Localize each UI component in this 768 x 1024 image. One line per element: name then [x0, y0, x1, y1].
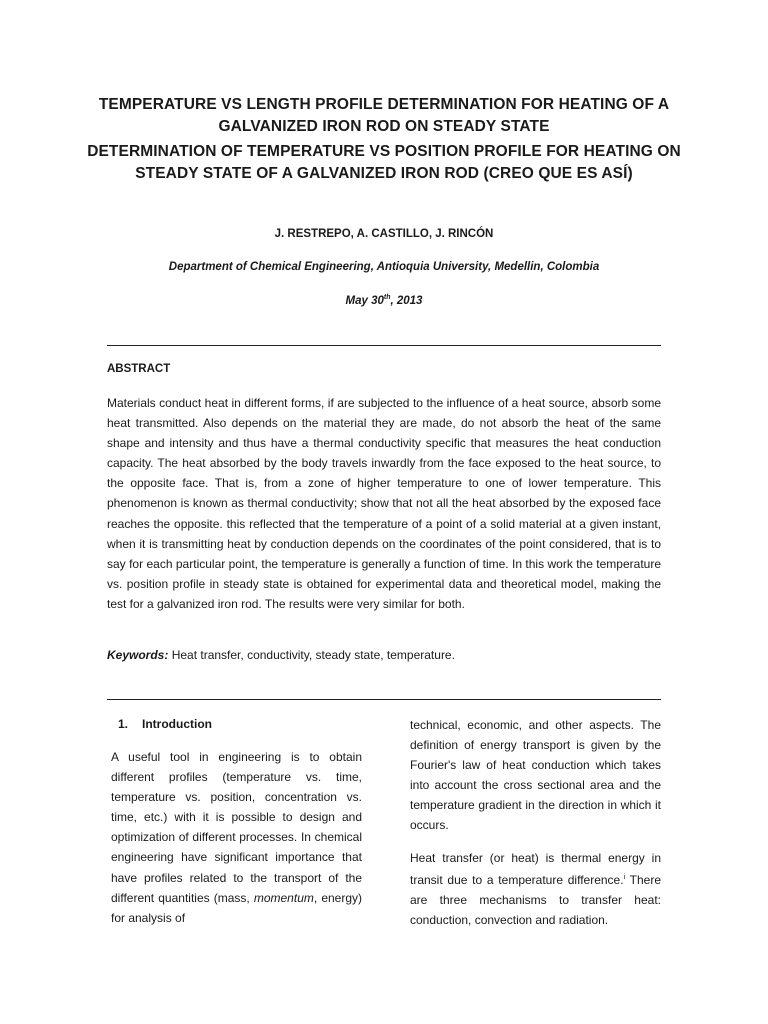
- intro-text-b-left: , energy) for analysis of: [111, 890, 363, 925]
- publication-date: [80, 294, 688, 307]
- section-title: Introduction: [142, 717, 212, 731]
- abstract-heading: ABSTRACT: [107, 363, 171, 375]
- paper-title-alternate: DETERMINATION OF TEMPERATURE VS POSITION PROFILE FOR HEATING ON STEADY STATE OF A GALVANIZED IRON ROD (CREO QUE ES ASÍ): [87, 143, 681, 182]
- abstract-body: Materials conduct heat in different forms, if are subjected to the influence of a heat source, absorb some heat transmitted. Also depends on the material they are made, do not absorb the heat of the same shape and intensity and thus have a thermal conductivity specific that measures the heat conduction capacity. The heat absorbed by the body travels inwardly from the face exposed to the heat source, to the opposite face. That is, from a zone of higher temperature to one of lower temperature. This phenomenon is known as thermal conductivity; show that not all the heat absorbed by the exposed face reaches the opposite. this reflected that the temperature of a point of a solid material at a given instant, when it is transmitting heat by conduction depends on the coordinates of the point considered, that is to say for each particular point, the temperature is generally a function of time. In this work the temperature vs. position profile in steady state is obtained for experimental data and theoretical model, making the test for a galvanized iron rod. The results were very similar for both.: [107, 396, 661, 611]
- paper-title: TEMPERATURE VS LENGTH PROFILE DETERMINATION FOR HEATING OF A GALVANIZED IRON ROD ON STEADY STATE: [98, 96, 670, 135]
- authors: J. RESTREPO, A. CASTILLO, J. RINCÓN: [274, 228, 494, 240]
- intro-para2-tail: There are three mechanisms to transfer heat: conduction, convection and radiation.: [410, 873, 661, 928]
- introduction-paragraph-1-right: [410, 715, 661, 836]
- intro-emphasis: momentum: [253, 890, 314, 905]
- section-heading-introduction: [118, 717, 212, 731]
- divider-top: [107, 345, 661, 346]
- affiliation: Department of Chemical Engineering, Antioquia University, Medellin, Colombia: [168, 261, 600, 273]
- intro-text-a: A useful tool in engineering is to obtain different profiles (temperature vs. time, temperature vs. position, concentration vs. time, etc.) with it is possible to design and optimization of different processes. In chemical engineering have significant importance that have profiles related to the transport of the different quantities (mass,: [111, 750, 362, 905]
- footnote-ref: i: [623, 874, 626, 882]
- date-prefix: May 30: [345, 294, 384, 307]
- keywords: [107, 648, 661, 662]
- introduction-paragraph-2: [410, 848, 661, 930]
- intro-text-b: technical, economic, and other aspects. The definition of energy transport is given by the Fourier's law of heat conduction which takes into account the cross sectional area and the temperature gradient in the direction in which it occurs.: [410, 718, 661, 833]
- introduction-paragraph-1-left: [111, 747, 362, 928]
- keywords-text: Heat transfer, conductivity, steady state, temperature.: [168, 648, 455, 662]
- keywords-label: Keywords:: [107, 648, 169, 662]
- date-suffix: , 2013: [390, 294, 423, 307]
- divider-bottom: [107, 699, 661, 700]
- date-ordinal: th: [383, 294, 391, 301]
- section-number: 1.: [118, 717, 129, 731]
- intro-para2-text: Heat transfer (or heat) is thermal energy in transit due to a temperature difference.: [410, 851, 661, 888]
